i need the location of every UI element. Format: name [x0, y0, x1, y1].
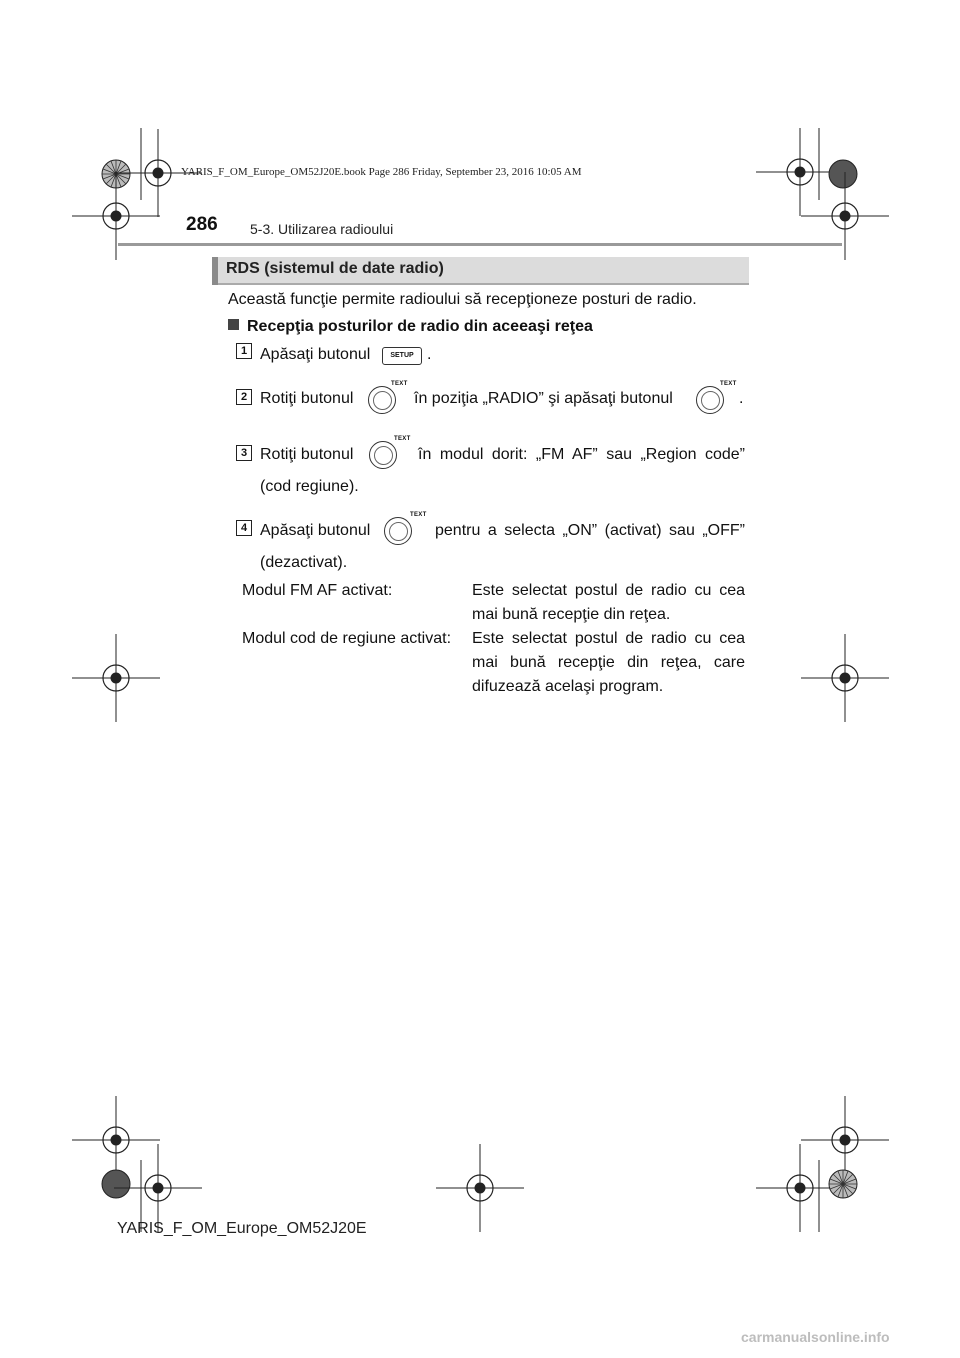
- step-2-text-b: în poziţia „RADIO” şi apăsaţi butonul: [414, 390, 673, 407]
- step-number-4: 4: [236, 520, 252, 536]
- step-2-text-c: .: [739, 390, 744, 407]
- step-4-text-b: pentru a selecta „ON” (activat) sau „OFF”: [435, 522, 745, 539]
- knob-text-label: TEXT: [410, 512, 427, 518]
- subheading-text: Recepţia posturilor de radio din aceeaşi reţea: [247, 318, 593, 335]
- footer-code: YARIS_F_OM_Europe_OM52J20E: [117, 1220, 367, 1237]
- section-title: 5-3. Utilizarea radioului: [250, 221, 394, 237]
- mode-label-region-code: Modul cod de regiune activat:: [242, 630, 452, 647]
- step-number-2: 2: [236, 389, 252, 405]
- heading-accent: [212, 257, 218, 285]
- watermark: carmanualsonline.info: [741, 1329, 890, 1345]
- step-number-3: 3: [236, 445, 252, 461]
- step-4-text-a: Apăsaţi butonul: [260, 522, 371, 539]
- intro-paragraph: Această funcţie permite radioului să recepţioneze posturi de radio.: [228, 291, 697, 308]
- rds-heading: RDS (sistemul de date radio): [226, 260, 444, 277]
- step-3-continuation: (cod regiune).: [260, 478, 359, 495]
- knob-text-label: TEXT: [720, 381, 737, 387]
- knob-text-label: TEXT: [391, 381, 408, 387]
- mode-desc-fm-af: Este selectat postul de radio cu cea mai bună recepţie din reţea.: [472, 582, 745, 623]
- tune-knob-icon: [384, 517, 412, 545]
- header-rule: [118, 243, 842, 246]
- step-2-text-a: Rotiţi butonul: [260, 390, 354, 407]
- step-number-1: 1: [236, 343, 252, 359]
- subheading: [228, 318, 593, 336]
- tune-knob-icon: [368, 386, 396, 414]
- book-file-line: YARIS_F_OM_Europe_OM52J20E.book Page 286 Friday, September 23, 2016 10:05 AM: [181, 166, 582, 178]
- mode-desc-region-code: Este selectat postul de radio cu cea mai bună recepţie din reţea, care difuzează acelaşi program.: [472, 630, 745, 695]
- tune-knob-icon: [696, 386, 724, 414]
- tune-knob-icon: [369, 441, 397, 469]
- rds-heading-bar: [212, 257, 749, 285]
- step-3-text-b: în modul dorit: „FM AF” sau „Region code”: [418, 446, 745, 463]
- knob-text-label: TEXT: [394, 436, 411, 442]
- setup-button-icon: SETUP: [382, 347, 422, 365]
- step-1-text-a: Apăsaţi butonul: [260, 346, 371, 363]
- square-bullet-icon: [228, 319, 239, 330]
- mode-label-fm-af: Modul FM AF activat:: [242, 582, 393, 599]
- page-number: 286: [186, 214, 218, 235]
- step-3-text-a: Rotiţi butonul: [260, 446, 354, 463]
- step-1-text-b: .: [427, 346, 432, 363]
- step-4-continuation: (dezactivat).: [260, 554, 348, 571]
